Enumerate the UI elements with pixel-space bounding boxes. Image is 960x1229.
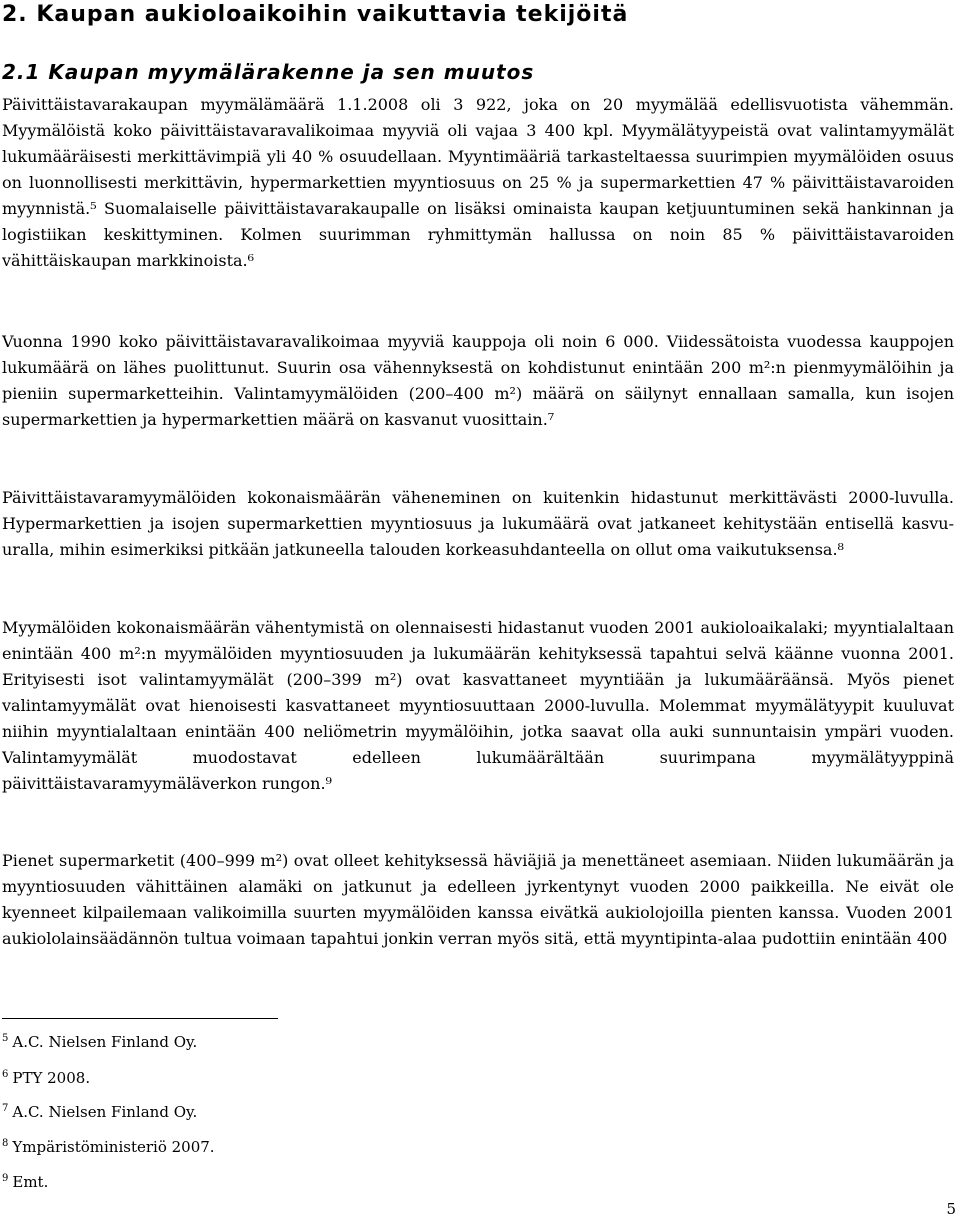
footnote-number: 6 xyxy=(2,1069,9,1080)
paragraph-2: Vuonna 1990 koko päivittäistavaravalikoimaa myyviä kauppoja oli noin 6 000. Viidessätoista vuodessa kauppojen lukumäärä on lähes puolittunut. Suurin osa vähennyksestä on kohdistunut enintään 200 m²:n pienmyymälöihin ja pieniin supermarketteihin. Valintamyymälöiden (200–400 m²) määrä on säilynyt ennallaan samalla, kun isojen supermarkettien ja hypermarkettien määrä on kasvanut vuosittain.⁷ xyxy=(2,332,954,429)
paragraph-5: Pienet supermarketit (400–999 m²) ovat olleet kehityksessä häviäjiä ja menettäneet asemiaan. Niiden lukumäärän ja myyntiosuuden vähittäinen alamäki on jatkunut ja edelleen jyrkentynyt vuoden 2000 paikkeilla. Ne eivät ole kyenneet kilpailemaan valikoimilla suurten myymälöiden kanssa eivätkä aukiolojoilla pienten kanssa. Vuoden 2001 aukiololainsäädännön tultua voimaan tapahtui jonkin verran myös sitä, että myyntipinta-alaa pudottiin enintään 400 xyxy=(2,851,954,948)
paragraph-1: Päivittäistavarakaupan myymälämäärä 1.1.2008 oli 3 922, joka on 20 myymälää edellisvuotista vähemmän. Myymälöistä koko päivittäistavaravalikoimaa myyviä oli vajaa 3 400 kpl. Myymälätyypeistä ovat valintamyymälät lukumääräisesti merkittävimpiä yli 40 % osuudellaan. Myyntimääriä tarkasteltaessa suurimpien myymälöiden osuus on luonnollisesti merkittävin, hypermarkettien myyntiosuus on 25 % ja supermarkettien 47 % päivittäistavaroiden myynnistä.⁵ Suomalaiselle päivittäistavarakaupalle on lisäksi ominaista kaupan ketjuuntuminen sekä hankinnan ja logistiikan keskittyminen. Kolmen suurimman ryhmittymän hallussa on noin 85 % päivittäistavaroiden vähittäiskaupan markkinoista.⁶ xyxy=(2,95,954,270)
footnote-6 xyxy=(2,1068,90,1088)
footnote-9 xyxy=(2,1172,48,1192)
footnote-text: A.C. Nielsen Finland Oy. xyxy=(12,1033,198,1051)
footnote-8 xyxy=(2,1137,215,1157)
paragraph-3: Päivittäistavaramyymälöiden kokonaismäärän väheneminen on kuitenkin hidastunut merkittävästi 2000-luvulla. Hypermarkettien ja isojen supermarkettien myyntiosuus ja lukumäärä ovat jatkaneet kehitystään entisellä kasvu-uralla, mihin esimerkiksi pitkään jatkuneella talouden korkeasuhdanteella on ollut oma vaikutuksensa.⁸ xyxy=(2,488,954,559)
footnote-5 xyxy=(2,1032,197,1052)
paragraph-4: Myymälöiden kokonaismäärän vähentymistä on olennaisesti hidastanut vuoden 2001 aukioloaikalaki; myyntialaltaan enintään 400 m²:n myymälöiden myyntiosuuden ja lukumäärän kehityksessä tapahtui selvä käänne vuonna 2001. Erityisesti isot valintamyymälät (200–399 m²) ovat kasvattaneet myyntiään ja lukumääräänsä. Myös pienet valintamyymälät ovat hienoisesti kasvattaneet myyntiosuuttaan 2000-luvulla. Molemmat myymälätyypit kuuluvat niihin myyntialaltaan enintään 400 neliömetrin myymälöihin, jotka saavat olla auki sunnuntaisin ympäri vuoden. Valintamyymälät muodostavat edelleen lukumäärältään suurimpana myymälätyyppinä päivittäistavaramyymäläverkon rungon.⁹ xyxy=(2,618,954,793)
footnote-number: 8 xyxy=(2,1138,9,1149)
footnote-text: Emt. xyxy=(12,1173,49,1191)
footnote-number: 5 xyxy=(2,1033,9,1044)
subsection-heading: 2.1 Kaupan myymälärakenne ja sen muutos xyxy=(2,60,535,84)
footnote-text: A.C. Nielsen Finland Oy. xyxy=(12,1103,198,1121)
footnote-divider xyxy=(2,1018,278,1019)
footnote-number: 7 xyxy=(2,1103,9,1114)
footnote-7 xyxy=(2,1102,197,1122)
footnote-number: 9 xyxy=(2,1173,9,1184)
footnote-text: PTY 2008. xyxy=(12,1069,91,1087)
page-number: 5 xyxy=(946,1200,956,1218)
section-heading: 2. Kaupan aukioloaikoihin vaikuttavia tekijöitä xyxy=(2,2,629,27)
footnote-text: Ympäristöministeriö 2007. xyxy=(12,1138,215,1156)
